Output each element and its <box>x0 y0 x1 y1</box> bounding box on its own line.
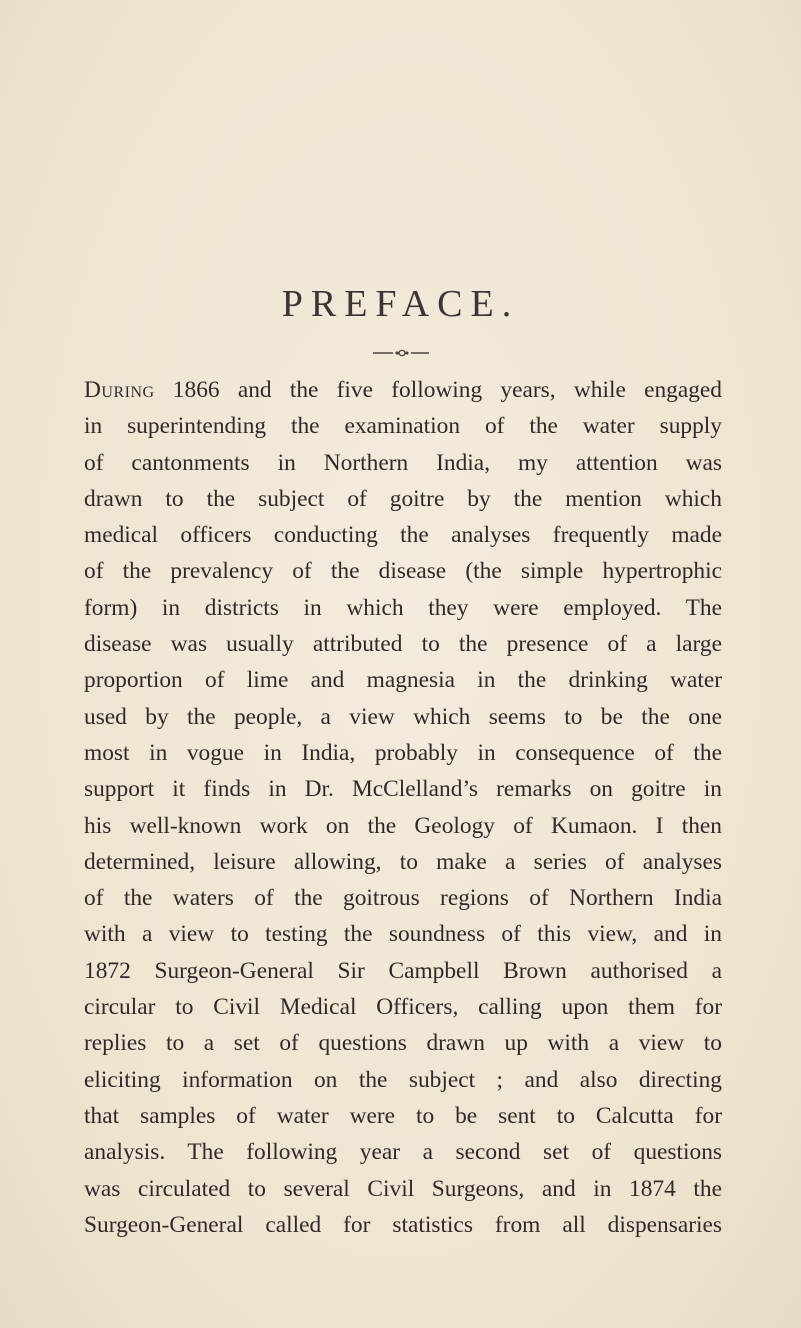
text-line: of the waters of the goitrous regions of Northern India <box>84 885 722 912</box>
text-line: most in vogue in India, probably in consequence of the <box>84 739 722 766</box>
text-line: Surgeon-General called for statistics from all dispensaries <box>84 1211 722 1238</box>
text-line: medical officers conducting the analyses frequently made <box>84 522 722 549</box>
ornamental-rule-icon <box>371 349 431 357</box>
text-line: determined, leisure allowing, to make a series of analyses <box>84 848 722 875</box>
text-line: proportion of lime and magnesia in the drinking water <box>84 667 722 694</box>
text-line: of cantonments in Northern India, my attention was <box>84 449 722 476</box>
text-line: disease was usually attributed to the presence of a large <box>84 631 722 658</box>
text-line: in superintending the examination of the water supply <box>84 413 722 440</box>
page-heading: PREFACE. <box>281 283 520 325</box>
text-line: circular to Civil Medical Officers, calling upon them for <box>84 994 722 1021</box>
text-line: with a view to testing the soundness of this view, and in <box>84 921 722 948</box>
text-line: drawn to the subject of goitre by the mention which <box>84 485 722 512</box>
text-line: used by the people, a view which seems to be the one <box>84 703 722 730</box>
text-line-1 <box>84 372 722 408</box>
first-line-rest: 1866 and the five following years, while engaged <box>154 377 722 403</box>
text-line: his well-known work on the Geology of Kumaon. I then <box>84 812 722 839</box>
preface-paragraph <box>84 372 722 1243</box>
text-line: support it finds in Dr. McClelland’s remarks on goitre in <box>84 776 722 803</box>
text-line: that samples of water were to be sent to Calcutta for <box>84 1102 722 1129</box>
text-line: analysis. The following year a second set of questions <box>84 1139 722 1166</box>
text-line: 1872 Surgeon-General Sir Campbell Brown authorised a <box>84 957 722 984</box>
text-line: was circulated to several Civil Surgeons, and in 1874 the <box>84 1175 722 1202</box>
text-line: eliciting information on the subject ; and also directing <box>84 1066 722 1093</box>
text-line: replies to a set of questions drawn up with a view to <box>84 1030 722 1057</box>
drop-word: During <box>84 377 155 403</box>
text-line: form) in districts in which they were employed. The <box>84 594 722 621</box>
text-line: of the prevalency of the disease (the simple hypertrophic <box>84 558 722 585</box>
